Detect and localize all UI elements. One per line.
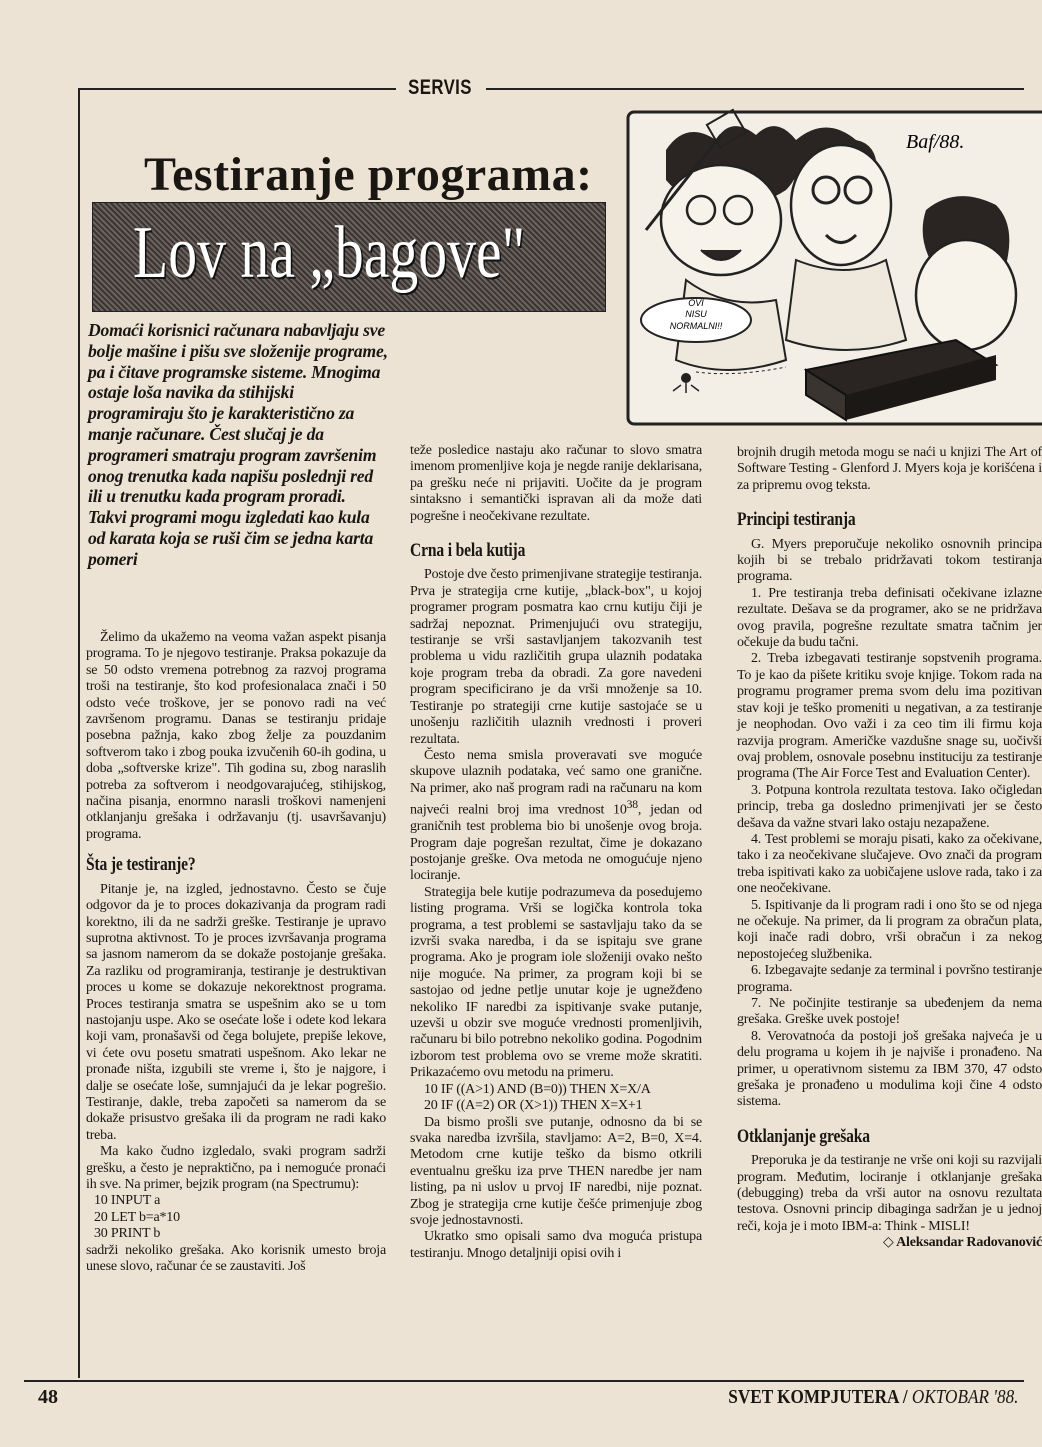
text-column-3	[737, 445, 1042, 1252]
cartoon-signature: Baf/88.	[906, 131, 965, 153]
article-subtitle: Lov na „bagove"	[133, 212, 526, 294]
paragraph: Postoje dve često primenjivane strategije testiranja. Prva je strategija crne kutije, „black-box", u kojoj programer program posmatra kao crnu kutiju čiji je sadržaj nepoznat. Primenjujući ovu strategiju, testiranje se vrši sastavljanjem takozvanih test problema u vidu različitih grupa ulaznih podataka koje program treba da obradi. Za gore navedeni program specificirano je da vrši množenje sa 10. Testiranje po strategiji crne kutije sastojaće se u unošenju različitih ulaznih vrednosti i proveri rezultata.	[410, 567, 702, 747]
magazine-footer	[728, 1386, 1018, 1409]
speech-line-2: NISU	[685, 309, 707, 319]
body-middle-figure	[786, 260, 906, 350]
magazine-name: SVET KOMPJUTERA /	[727, 1386, 912, 1408]
paragraph: sadrži nekoliko grešaka. Ako korisnik umesto broja unese slovo, računar će se zaustaviti. Još	[86, 1242, 386, 1275]
principle-item: 8. Verovatnoća da postoji još grešaka najveća je u delu programa u kojem ih je najviše i pronađeno. Na primer, u operativnom sistemu za IBM 370, 47 odsto grešaka je pronađeno u modulima koji čine 4 odsto sistema.	[737, 1028, 1042, 1110]
speech-line-1: OVI	[688, 298, 704, 308]
section-heading: Otklanjanje grešaka	[737, 1125, 870, 1147]
face-right-figure	[916, 240, 1016, 350]
paragraph: brojnih drugih metoda mogu se naći u knjizi The Art of Software Testing - Glenford J. Myers koja je korišćena i za pripremu ovog teksta.	[737, 445, 1042, 493]
issue-date: OKTOBAR '88.	[911, 1386, 1018, 1408]
principle-item: 6. Izbegavajte sedanje za terminal i površno testiranje programa.	[737, 963, 1042, 995]
frame-top-right-rule	[486, 88, 1024, 90]
paragraph: Strategija bele kutije podrazumeva da posedujemo listing programa. Vrši se logička kontrola toka programa, a test problemi se sastavljaju tako da se izvrši svaka naredba, i da se ispitaju sve grane programa. Ako je program iole složeniji ovako nešto nije moguće. Na primer, za program koji bi se sastojao od jedne petlje unutar koje je ugnežđeno nekoliko IF naredbi za ispitivanje svake putanje, uzevši u obzir sve moguće vrednosti promenljivih, računaru bi bilo potrebno nekoliko godina. Pogodnim izborom test problema ovo se vreme može skratiti. Prikazaćemo ovu metodu na primeru.	[410, 884, 702, 1081]
speech-line-3: NORMALNI!!	[669, 321, 723, 331]
principle-item: 7. Ne počinjite testiranje sa ubeđenjem da nema grešaka. Greške uvek postoje!	[737, 996, 1042, 1028]
page-number: 48	[38, 1386, 58, 1408]
article-lead: Domaći korisnici računara nabavljaju sve bolje mašine i pišu sve složenije programe, pa i čitave programske sisteme. Mnogima ostaje loša navika da stihijski programiraju što je karakteristično za manje računare. Čest slučaj je da programeri smatraju program završenim onog trenutka kada napišu poslednji red ili u trenutku kada program proradi. Takvi programi mogu izgledati kao kula od karata koja se ruši čim se jedna karta pomeri	[88, 320, 388, 569]
paragraph	[410, 748, 702, 885]
paragraph: Ukratko smo opisali samo dva moguća pristupa testiranju. Mnogo detaljniji opisi ovih i	[410, 1229, 702, 1261]
section-label: SERVIS	[408, 76, 472, 99]
footer-rule	[24, 1380, 1024, 1382]
bug-icon	[681, 373, 691, 383]
author-signature	[737, 1235, 1042, 1251]
paragraph: teže posledice nastaju ako računar to slovo smatra imenom promenljive koja je negde ranije deklarisana, pa grešku neće ni prijaviti. Uočite da je program sintaksno i semantički ispravan ali da može dati pogrešne i neočekivane rezultate.	[410, 443, 702, 524]
paragraph: G. Myers preporučuje nekoliko osnovnih principa kojih bi se trebalo pridržavati tokom testiranja programa.	[737, 536, 1042, 585]
text-column-1	[86, 630, 386, 1275]
cartoon-illustration	[626, 110, 1024, 426]
paragraph: Preporuka je da testiranje ne vrše oni koji su razvijali program. Međutim, lociranje i otklanjanje grešaka (debugging) treba da vrši autor na osnovu rezultata testova. Osnovni princip dibaginga sadržan je u jednoj reči, koja je i moto IBM-a: Think - MISLI!	[737, 1153, 1042, 1234]
code-line: 30 PRINT b	[94, 1226, 161, 1242]
paragraph-text: Često nema smisla proveravati sve moguće skupove ulaznih podataka, već samo one granične. Na primer, ako naš program radi na računaru na kom najveći realni broj ima vrednost 10	[410, 747, 702, 818]
exponent: 38	[626, 798, 638, 812]
paragraph-text: , jedan od graničnih test problema bio bi unošenje ovog broja. Program daje pogrešan rezultat, čime je dokazano postojanje greške. Ova metoda ne omogućuje njeno lociranje.	[410, 802, 702, 884]
principle-item: 1. Pre testiranja treba definisati očekivane izlazne rezultate. Dešava se da programer, ako se ne pridržava ovog pravila, pogrešne rezultate smatra tačnim jer očekuje da budu tačni.	[737, 585, 1042, 651]
section-heading: Principi testiranja	[737, 509, 856, 531]
principle-item: 5. Ispitivanje da li program radi i ono što se od njega ne očekuje. Na primer, da li program za obračun plata, koji inače radi dobro, vrši obračun i za nekog nepostojećeg službenika.	[737, 897, 1042, 962]
text-column-2	[410, 443, 702, 1262]
code-line: 10 IF ((A>1) AND (B=0)) THEN X=X/A	[424, 1081, 651, 1097]
face-middle-figure	[791, 145, 891, 265]
paragraph: Pitanje je, na izgled, jednostavno. Često se čuje odgovor da je to proces dokazivanja da program radi korektno, ili da ne sadrži greške. Testiranje je upravo suprotna aktivnost. To je proces izvršavanja programa sa jasnom namerom da se dokaže postojanje grešaka. Za razliku od programiranja, testiranje je destruktivan proces u kome se dokazuje nekorektnost programa. Proces testiranja smatra se uspešnim ako se u tom nastojanju uspe. Ako se osećate loše i odete kod lekara koji vam, pronašavši od čega bolujete, prepiše lekove, vi ćete ovu posetu smatrati uspešnom. Ako lekar ne pronađe ništa, izgubili ste vreme i, što je najgore, i dalje se osećate loše, sumnjajući da je lekar pogrešio. Testiranje, dakle, treba započeti sa namerom da se dokaže prisustvo grešaka ili da program ne radi kako treba.	[86, 881, 386, 1143]
principle-item: 3. Potpuna kontrola rezultata testova. Iako očigledan princip, treba ga dosledno primenjivati jer se često dešava da važne stvari lako ostaju nezapažene.	[737, 782, 1042, 831]
frame-left-rule	[78, 88, 80, 1378]
section-heading: Crna i bela kutija	[410, 540, 526, 562]
paragraph: Da bismo prošli sve putanje, odnosno da bi se svaka naredba izvršila, stavljamo: A=2, B=0, X=4. Metodom crne kutije teško da bismo otkrili eventualnu grešku iza prve THEN naredbe jer nam listing, pa ni uslov u prvoj IF naredbi, nije poznat. Zbog je strategija crne kutije češće primenjuje zbog svoje jednostavnosti.	[410, 1114, 702, 1228]
paragraph: Želimo da ukažemo na veoma važan aspekt pisanja programa. To je njegovo testiranje. Praksa pokazuje da se 50 odsto vremena potrebnog za razvoj programa troši na testiranje, što kod profesionalaca znači i 50 odsto veće troškove, jer se ponovo radi na već završenom programu. Danas se testiranju pridaje posebna pažnja, kako zbog želje za pouzdanim softverom tako i zbog pouka izvučenih 60-ih godina, u doba „softverske krize". Tih godina su, zbog naraslih potreba za softverom i neodgovarajućeg, stihijskog, načina pisanja, enormno narasli troškovi namenjeni otklanjanju grešaka i održavanju (tj. usavršavanju) programa.	[86, 630, 386, 842]
principle-item: 2. Treba izbegavati testiranje sopstvenih programa. To je kao da pišete kritiku svoje knjige. Tokom rada na programu programer prema svom delu ima pozitivan stav koji je teško promeniti u negativan, a za testiranje je neophodan. Ovo važi i za ceo tim ili firmu koja razvija program. Američke vazdušne snage su, uočivši ovaj problem, osnovale posebnu instituciju za testiranje programa (The Air Force Test and Evaluation Center).	[737, 651, 1042, 782]
code-line: 20 LET b=a*10	[94, 1209, 180, 1225]
principle-item: 4. Test problemi se moraju pisati, kako za očekivane, tako i za neočekivane slučajeve. Ovo znači da program treba ispitivati kako za uobičajene uslove rada, tako i za one neočekivane.	[737, 831, 1042, 897]
section-heading: Šta je testiranje?	[86, 854, 196, 876]
article-title: Testiranje programa:	[144, 148, 593, 201]
paragraph: Ma kako čudno izgledalo, svaki program sadrži grešku, a često je nepraktično, pa i nemoguće pronaći ih sve. Na primer, bejzik program (na Spectrumu):	[86, 1144, 386, 1192]
author-name: ◇ Aleksandar Radovanović	[883, 1235, 1042, 1251]
frame-top-left-rule	[78, 88, 396, 90]
code-line: 10 INPUT a	[94, 1193, 161, 1209]
title-banner	[92, 202, 606, 312]
code-line: 20 IF ((A=2) OR (X>1)) THEN X=X+1	[424, 1098, 643, 1114]
